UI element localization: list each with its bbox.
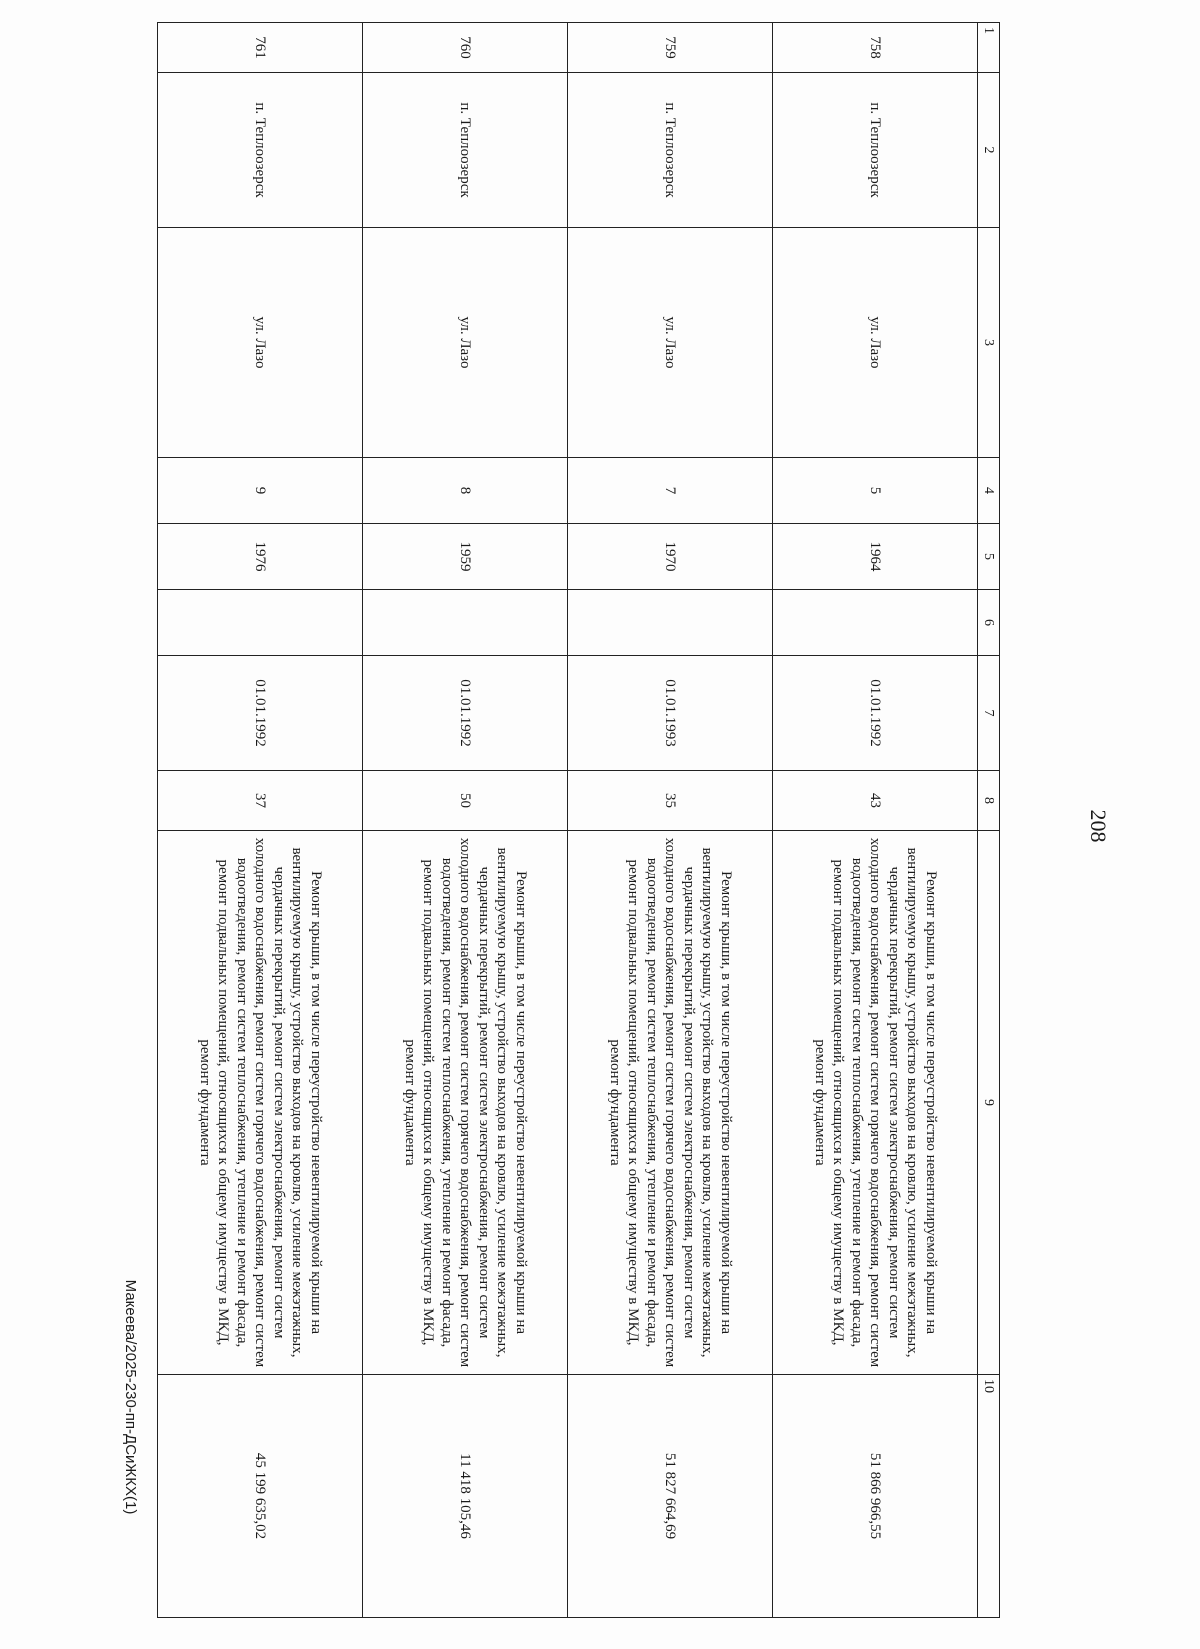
col8-cell: 35 [568, 771, 773, 831]
row-number: 758 [773, 23, 978, 73]
row-number: 760 [363, 23, 568, 73]
settlement-cell: п. Теплоозерск [363, 73, 568, 228]
header-col-9: 9 [978, 831, 1000, 1375]
table-row [568, 23, 773, 1618]
col6-cell [568, 590, 773, 656]
rotated-table-wrapper [120, 22, 1000, 1617]
header-col-7: 7 [978, 656, 1000, 771]
street-cell: ул. Лазо [568, 228, 773, 458]
col6-cell [363, 590, 568, 656]
house-number-cell: 5 [773, 458, 978, 524]
capital-repair-table [157, 22, 1000, 1618]
row-number: 759 [568, 23, 773, 73]
works-description-cell: Ремонт крыши, в том числе переустройство невентилируемой крыши на вентилируемую крышу, устройство выходов на кровлю, усиление межэтажных, чердачных перекрытий, ремонт систем электроснабжения, ремонт систем холодного водоснабжения, ремонт систем горячего водоснабжения, ремонт систем водоотведения, ремонт систем теплоснабжения, утепление и ремонт фасада, ремонт подвальных помещений, относящихся к общему имуществу в МКД, ремонт фундамента [568, 831, 773, 1375]
street-cell: ул. Лазо [363, 228, 568, 458]
cost-cell: 51 866 966,55 [773, 1375, 978, 1618]
date-cell: 01.01.1992 [363, 656, 568, 771]
house-number-cell: 7 [568, 458, 773, 524]
year-built-cell: 1976 [158, 524, 363, 590]
settlement-cell: п. Теплоозерск [158, 73, 363, 228]
col8-cell: 50 [363, 771, 568, 831]
house-number-cell: 8 [363, 458, 568, 524]
settlement-cell: п. Теплоозерск [773, 73, 978, 228]
header-col-1: 1 [978, 23, 1000, 73]
col8-cell: 43 [773, 771, 978, 831]
year-built-cell: 1970 [568, 524, 773, 590]
cost-cell: 45 199 635,02 [158, 1375, 363, 1618]
date-cell: 01.01.1992 [773, 656, 978, 771]
works-description-cell: Ремонт крыши, в том числе переустройство невентилируемой крыши на вентилируемую крышу, устройство выходов на кровлю, усиление межэтажных, чердачных перекрытий, ремонт систем электроснабжения, ремонт систем холодного водоснабжения, ремонт систем горячего водоснабжения, ремонт систем водоотведения, ремонт систем теплоснабжения, утепление и ремонт фасада, ремонт подвальных помещений, относящихся к общему имуществу в МКД, ремонт фундамента [773, 831, 978, 1375]
house-number-cell: 9 [158, 458, 363, 524]
header-col-6: 6 [978, 590, 1000, 656]
street-cell: ул. Лазо [158, 228, 363, 458]
col6-cell [158, 590, 363, 656]
col6-cell [773, 590, 978, 656]
date-cell: 01.01.1993 [568, 656, 773, 771]
works-description-cell: Ремонт крыши, в том числе переустройство невентилируемой крыши на вентилируемую крышу, устройство выходов на кровлю, усиление межэтажных, чердачных перекрытий, ремонт систем электроснабжения, ремонт систем холодного водоснабжения, ремонт систем горячего водоснабжения, ремонт систем водоотведения, ремонт систем теплоснабжения, утепление и ремонт фасада, ремонт подвальных помещений, относящихся к общему имуществу в МКД, ремонт фундамента [363, 831, 568, 1375]
works-description-cell: Ремонт крыши, в том числе переустройство невентилируемой крыши на вентилируемую крышу, устройство выходов на кровлю, усиление межэтажных, чердачных перекрытий, ремонт систем электроснабжения, ремонт систем холодного водоснабжения, ремонт систем горячего водоснабжения, ремонт систем водоотведения, ремонт систем теплоснабжения, утепление и ремонт фасада, ремонт подвальных помещений, относящихся к общему имуществу в МКД, ремонт фундамента [158, 831, 363, 1375]
year-built-cell: 1959 [363, 524, 568, 590]
year-built-cell: 1964 [773, 524, 978, 590]
table-row [363, 23, 568, 1618]
cost-cell: 11 418 105,46 [363, 1375, 568, 1618]
settlement-cell: п. Теплоозерск [568, 73, 773, 228]
row-number: 761 [158, 23, 363, 73]
page-number: 208 [1086, 809, 1111, 843]
table-row [158, 23, 363, 1618]
table-row [773, 23, 978, 1618]
header-col-3: 3 [978, 228, 1000, 458]
street-cell: ул. Лазо [773, 228, 978, 458]
document-footer: Макеева/2025-230-пп-ДСиЖКХ(1) [122, 1279, 139, 1515]
col8-cell: 37 [158, 771, 363, 831]
header-col-2: 2 [978, 73, 1000, 228]
header-col-5: 5 [978, 524, 1000, 590]
header-col-4: 4 [978, 458, 1000, 524]
header-col-10: 10 [978, 1375, 1000, 1618]
date-cell: 01.01.1992 [158, 656, 363, 771]
header-col-8: 8 [978, 771, 1000, 831]
cost-cell: 51 827 664,69 [568, 1375, 773, 1618]
column-number-row [978, 23, 1000, 1618]
